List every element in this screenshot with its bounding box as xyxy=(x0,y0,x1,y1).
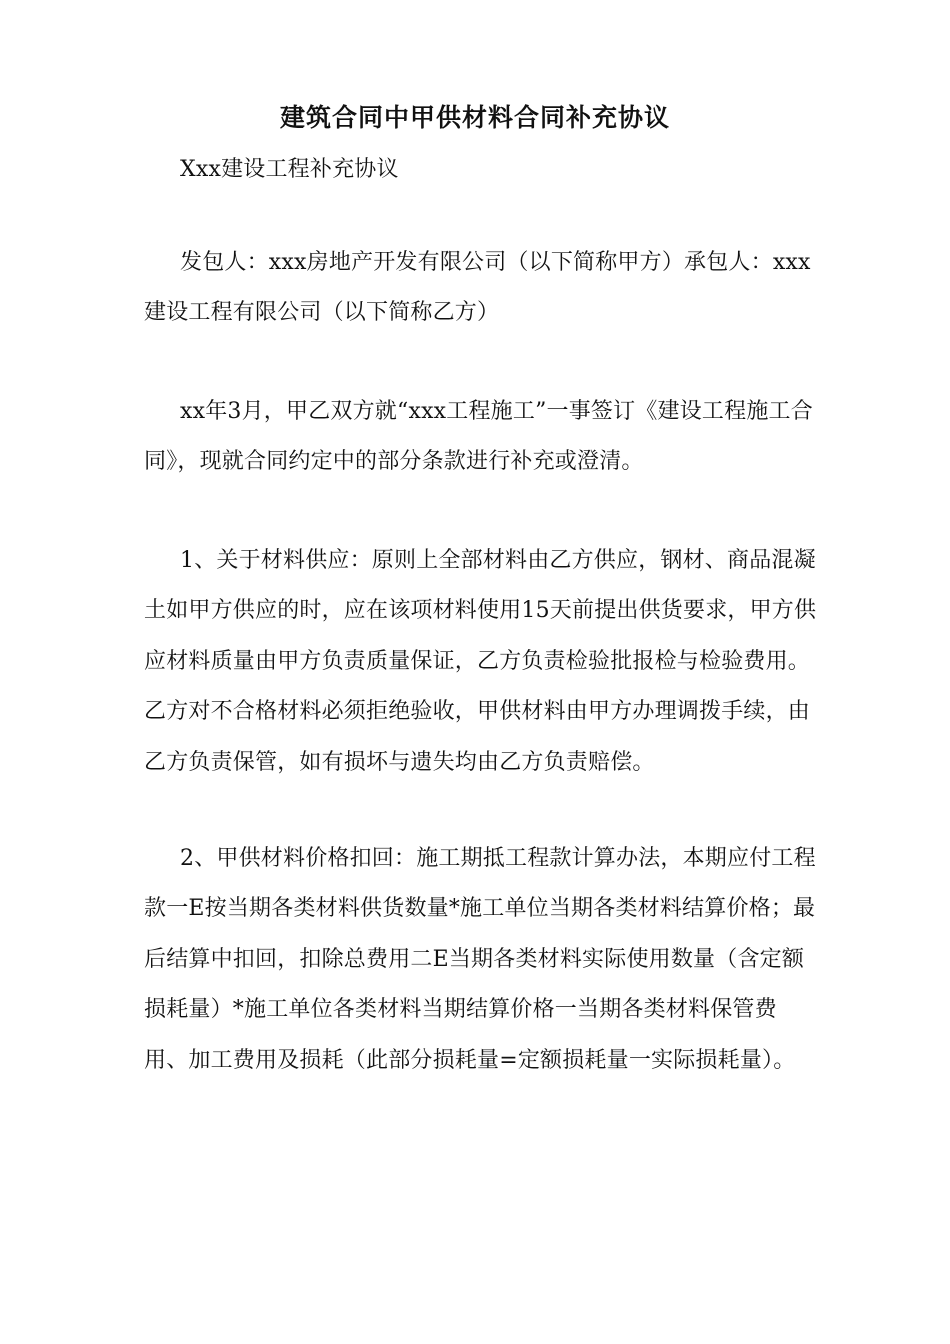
document-subtitle: Xxx建设工程补充协议 xyxy=(180,157,399,182)
document-title: 建筑合同中甲供材料合同补充协议 xyxy=(279,103,670,132)
clause-material-supply: 1、关于材料供应：原则上全部材料由乙方供应，钢材、商品混凝土如甲方供应的时，应在该项材料使用15天前提出供货要求，甲方供应材料质量由甲方负责质量保证，乙方负责检验批报检与检验费用。 乙方对不合格材料必须拒绝验收，甲供材料由甲方办理调拨手续，由 乙方负责保管，如有损坏与遗失均由乙方负责赔偿。 xyxy=(144,548,817,775)
clause-price-deduction: 2、甲供材料价格扣回：施工期抵工程款计算办法，本期应付工程款一E按当期各类材料供货数量*施工单位当期各类材料结算价格；最后结算中扣回，扣除总费用二E当期各类材料实际使用数量（含定额损耗量）*施工单位各类材料当期结算价格一当期各类材料保管费用、加工费用及损耗（此部分损耗量=定额损耗量一实际损耗量）。 xyxy=(144,846,816,1073)
parties-paragraph: 发包人：xxx房地产开发有限公司（以下简称甲方）承包人：xxx建设工程有限公司（以下简称乙方） xyxy=(144,250,811,326)
intro-paragraph: xx年3月，甲乙双方就“xxx工程施工”一事签订《建设工程施工合同》，现就合同约定中的部分条款进行补充或澄清。 xyxy=(144,399,813,475)
